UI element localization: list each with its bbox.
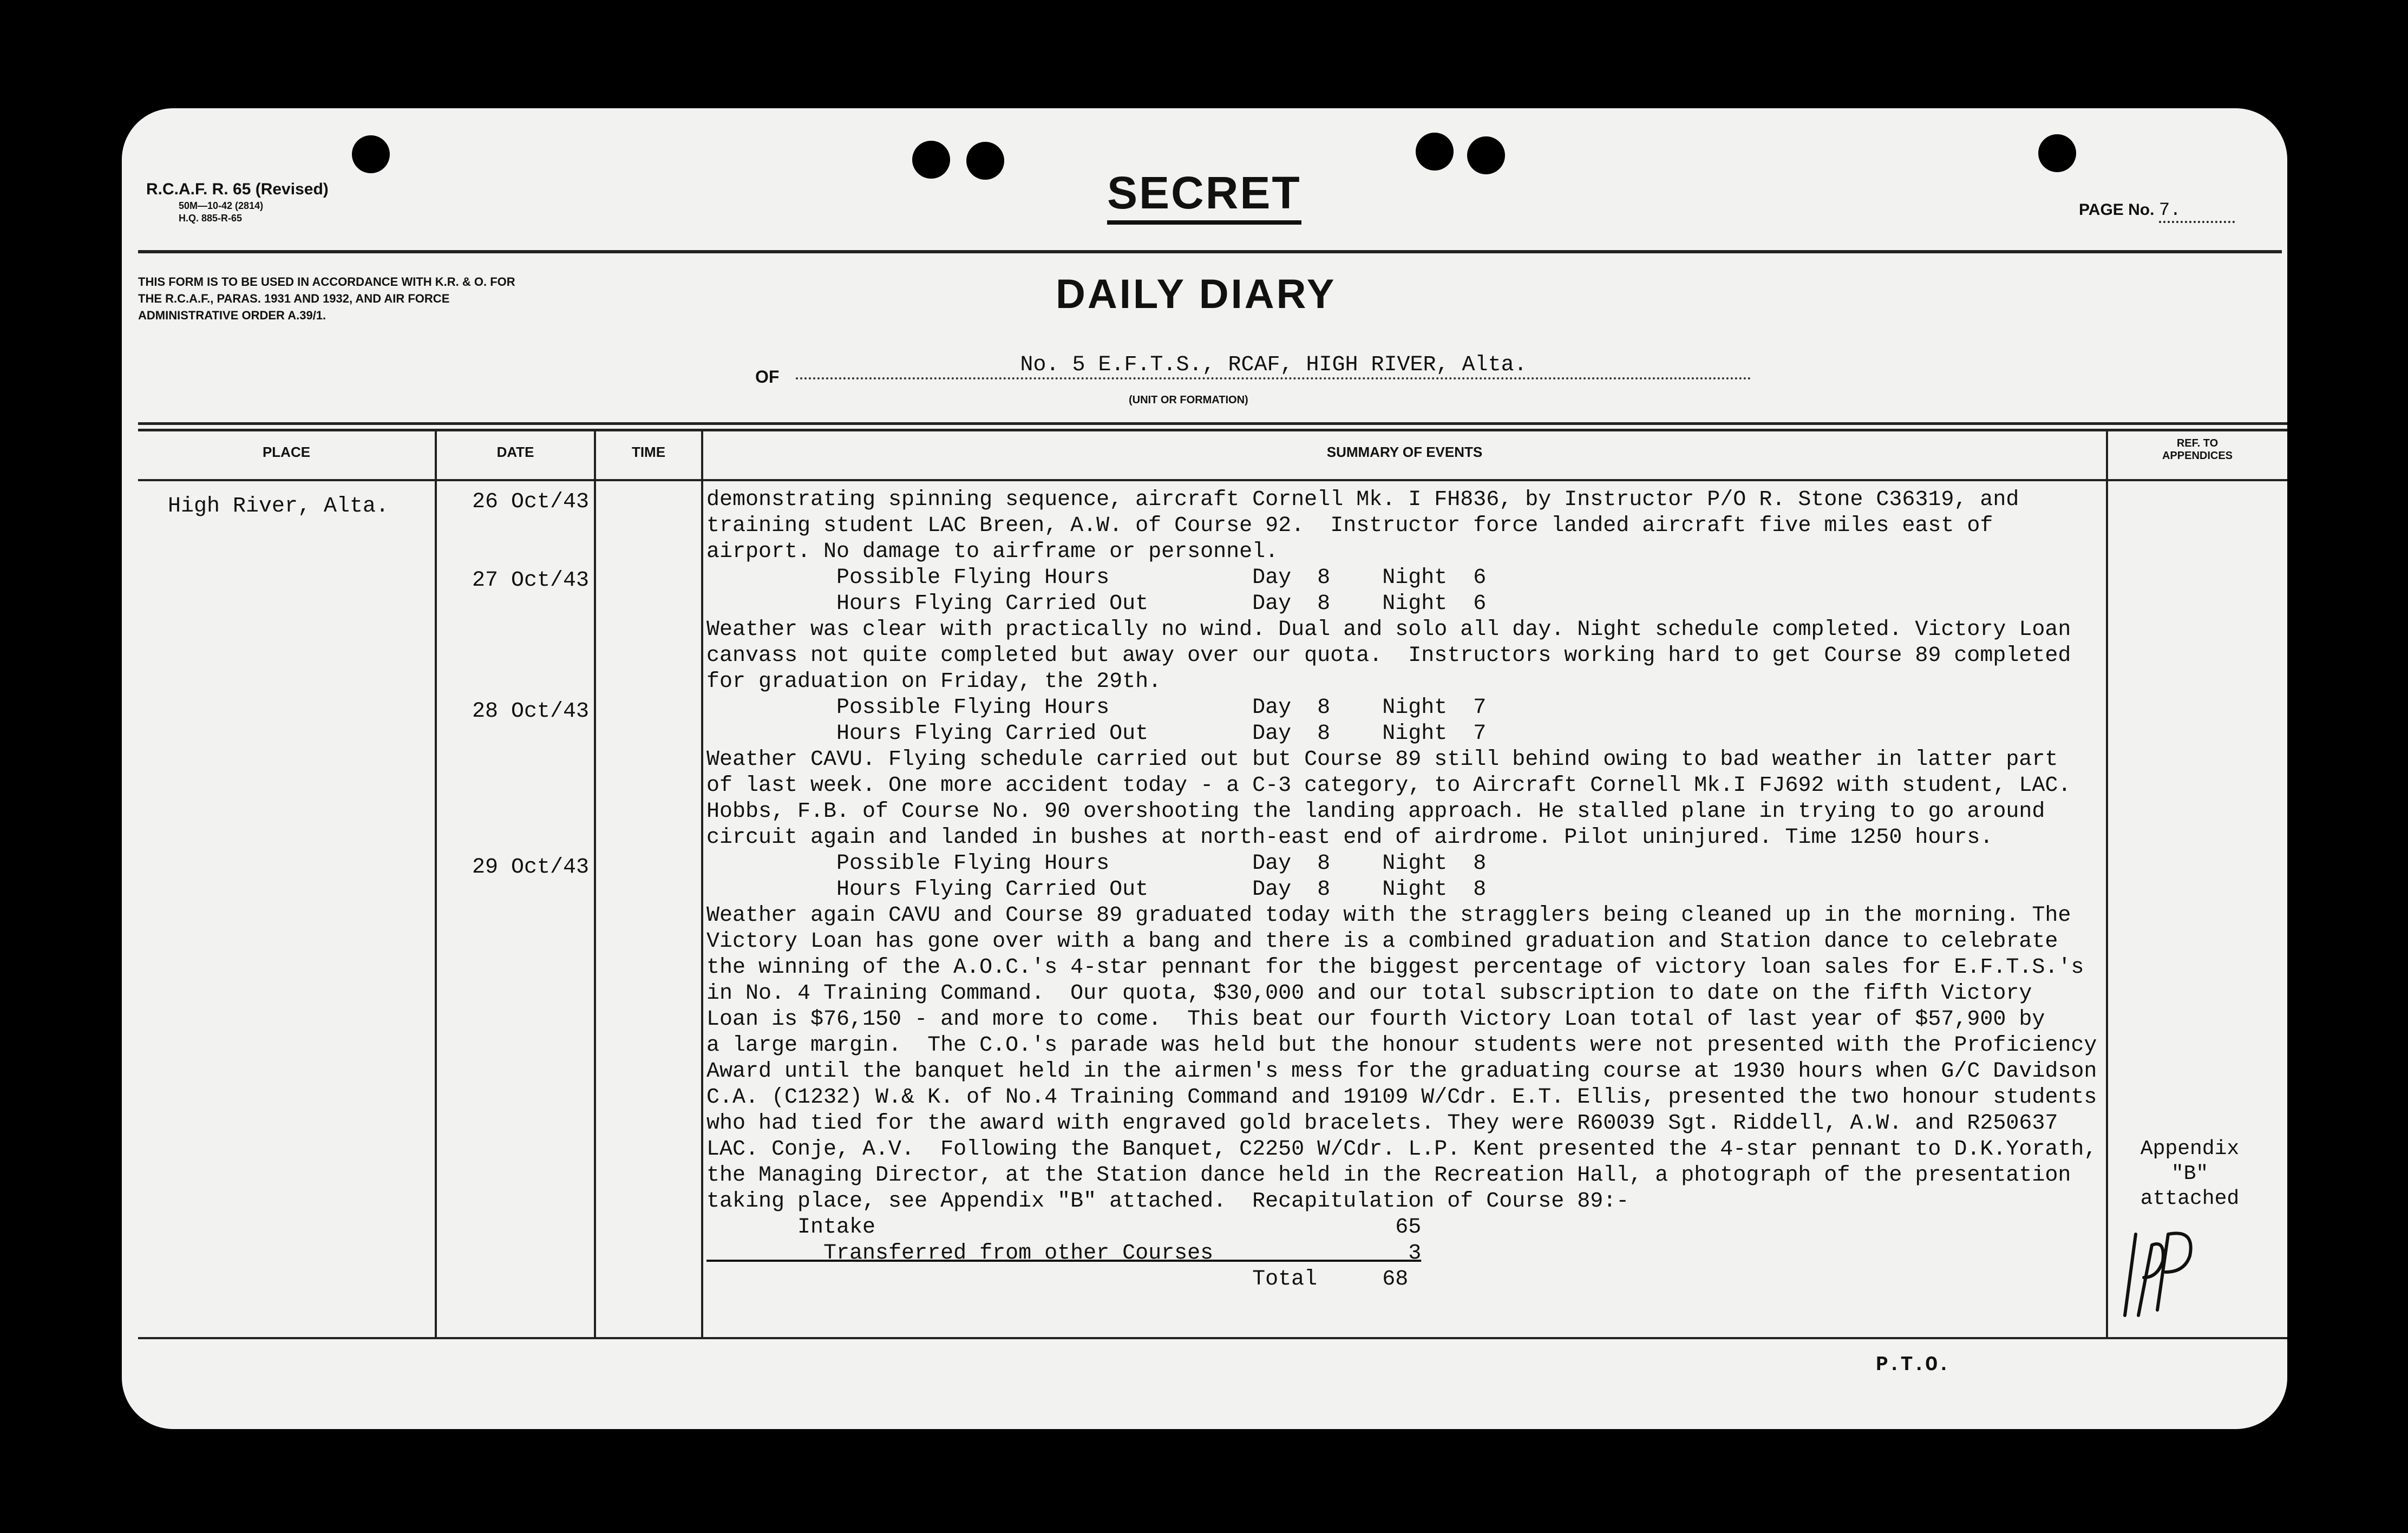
appendix-line: attached: [2140, 1187, 2240, 1210]
summary-line: Hours Flying Carried Out Day 8 Night 8: [706, 877, 1487, 902]
appendices-header-line: APPENDICES: [2162, 450, 2233, 462]
unit-caption: (UNIT OR FORMATION): [1129, 394, 1248, 406]
form-instructions: THIS FORM IS TO BE USED IN ACCORDANCE WITH K.R. & O. FOR THE R.C.A.F., PARAS. 1931 AND 1932, AND AIR FORCE ADMINISTRATIVE ORDER A.39/1.: [138, 275, 515, 323]
column-header-place: PLACE: [262, 444, 311, 460]
column-separator: [435, 429, 437, 1337]
summary-line: the winning of the A.O.C.'s 4-star pennant for the biggest percentage of victory loan sales for E.F.T.S.'s: [706, 955, 2084, 980]
summary-line: Weather again CAVU and Course 89 graduated today with the stragglers being cleaned up in the morning. The: [706, 903, 2071, 928]
summary-line: training student LAC Breen, A.W. of Course 92. Instructor force landed aircraft five miles east of: [706, 514, 1993, 538]
column-header-summary: SUMMARY OF EVENTS: [1326, 444, 1483, 460]
form-hq-line: H.Q. 885-R-65: [179, 213, 243, 224]
entry-date: 29 Oct/43: [472, 855, 590, 880]
punch-hole: [912, 141, 950, 179]
summary-line: of last week. One more accident today - a C-3 category, to Aircraft Cornell Mk.I FJ692 with student, LAC.: [706, 774, 2071, 798]
unit-name: No. 5 E.F.T.S., RCAF, HIGH RIVER, Alta.: [796, 353, 1751, 379]
page-number: [2079, 200, 2235, 223]
page-label: PAGE No.: [2079, 201, 2155, 219]
summary-line: in No. 4 Training Command. Our quota, $30,000 and our total subscription to date on the fifth Victory: [706, 981, 2032, 1006]
table-header-rule: [138, 479, 2287, 481]
column-header-time: TIME: [631, 444, 666, 460]
summary-line: Victory Loan has gone over with a bang and there is a combined graduation and Station dance to celebrate: [706, 929, 2058, 954]
entry-date: 26 Oct/43: [472, 490, 590, 514]
form-code: R.C.A.F. R. 65 (Revised): [146, 180, 329, 198]
table-bottom-rule: [138, 1337, 2287, 1339]
summary-line: demonstrating spinning sequence, aircraft Cornell Mk. I FH836, by Instructor P/O R. Stone C36319, and: [706, 488, 2019, 512]
handwritten-initials: [2114, 1223, 2222, 1321]
summary-line: Transferred from other Courses 3: [706, 1241, 1422, 1266]
punch-hole: [1416, 133, 1454, 171]
punch-hole: [2038, 134, 2076, 172]
summary-line: C.A. (C1232) W.& K. of No.4 Training Command and 19109 W/Cdr. E.T. Ellis, presented the two honour students: [706, 1085, 2097, 1110]
appendix-line: Appendix: [2140, 1137, 2240, 1161]
classification-stamp: SECRET: [1107, 167, 1301, 225]
column-separator: [594, 429, 596, 1337]
summary-line: Intake 65: [706, 1215, 1422, 1240]
punch-hole: [966, 142, 1004, 180]
summary-line: Possible Flying Hours Day 8 Night 6: [706, 566, 1487, 590]
form-reference: [146, 179, 329, 225]
summary-line: for graduation on Friday, the 29th.: [706, 670, 1162, 694]
of-label: OF: [755, 367, 780, 386]
table-rule: [138, 429, 2287, 431]
summary-line: who had tied for the award with engraved gold bracelets. They were R60039 Sgt. Riddell, A.W. and R250637: [706, 1111, 2058, 1136]
entry-date: 28 Oct/43: [472, 699, 590, 724]
summary-line: Total 68: [706, 1267, 1409, 1292]
punch-hole: [1467, 136, 1505, 174]
summary-line: Weather was clear with practically no wind. Dual and solo all day. Night schedule completed. Victory Loan: [706, 618, 2071, 642]
appendix-line: "B": [2171, 1162, 2209, 1185]
summary-line: Hours Flying Carried Out Day 8 Night 6: [706, 592, 1487, 616]
header-divider: [138, 250, 2282, 253]
column-separator: [701, 429, 703, 1337]
summary-line: taking place, see Appendix "B" attached. Recapitulation of Course 89:-: [706, 1189, 1630, 1214]
entry-date: 27 Oct/43: [472, 568, 590, 593]
summary-line: Hours Flying Carried Out Day 8 Night 7: [706, 722, 1487, 746]
summary-line: the Managing Director, at the Station dance held in the Recreation Hall, a photograph of the presentation: [706, 1163, 2071, 1188]
form-print-line: 50M—10-42 (2814): [179, 200, 264, 211]
summary-line: circuit again and landed in bushes at north-east end of airdrome. Pilot uninjured. Time 1250 hours.: [706, 826, 1993, 850]
summary-line: Possible Flying Hours Day 8 Night 7: [706, 696, 1487, 720]
document-title: DAILY DIARY: [1056, 271, 1337, 317]
column-header-date: DATE: [496, 444, 534, 460]
column-header-appendices: [2108, 437, 2287, 462]
summary-line: airport. No damage to airframe or personnel.: [706, 540, 1279, 564]
page-number-value: 7.: [2159, 200, 2235, 223]
please-turn-over: P.T.O.: [1876, 1353, 1950, 1377]
summary-line: Hobbs, F.B. of Course No. 90 overshooting the landing approach. He stalled plane in trying to go around: [706, 800, 2045, 824]
appendix-reference: [2109, 1137, 2271, 1211]
summary-line: Possible Flying Hours Day 8 Night 8: [706, 851, 1487, 876]
summary-of-events: [706, 487, 2287, 1293]
appendices-header-line: REF. TO: [2176, 437, 2219, 449]
summary-line: canvass not quite completed but away over our quota. Instructors working hard to get Course 89 completed: [706, 644, 2071, 668]
summary-line: a large margin. The C.O.'s parade was held but the honour students were not presented with the Proficiency: [706, 1033, 2097, 1058]
diary-form-card: [122, 108, 2287, 1429]
summary-line: Award until the banquet held in the airmen's mess for the graduating course at 1930 hours when G/C Davidson: [706, 1059, 2097, 1084]
summary-line: Weather CAVU. Flying schedule carried out but Course 89 still behind owing to bad weather in latter part: [706, 748, 2058, 772]
punch-hole: [352, 135, 390, 173]
entry-place: High River, Alta.: [168, 494, 389, 519]
summary-line: Loan is $76,150 - and more to come. This beat our fourth Victory Loan total of last year of $57,900 by: [706, 1007, 2045, 1032]
table-rule: [138, 422, 2287, 425]
summary-line: LAC. Conje, A.V. Following the Banquet, C2250 W/Cdr. L.P. Kent presented the 4-star pennant to D.K.Yorath,: [706, 1137, 2097, 1162]
